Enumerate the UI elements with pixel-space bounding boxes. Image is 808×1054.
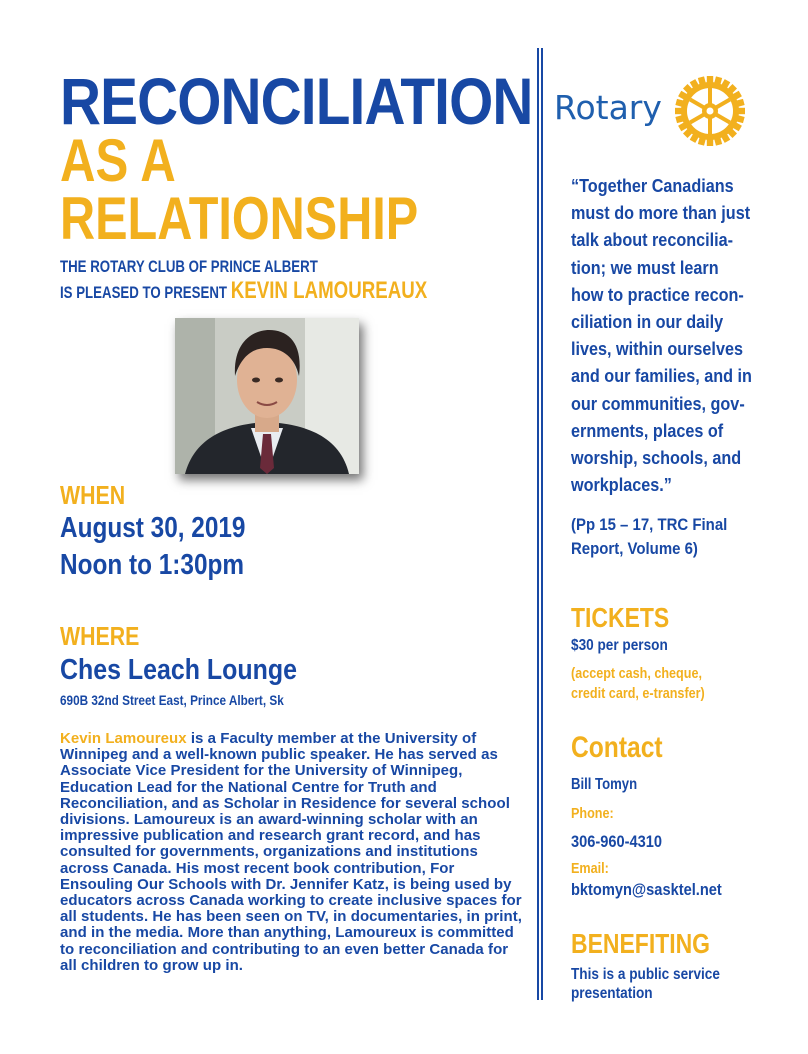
quote-line: how to practice recon-	[571, 284, 744, 305]
quote-line: must do more than just	[571, 203, 751, 224]
quote-line: ernments, places of	[571, 420, 724, 441]
event-time: Noon to 1:30pm	[60, 549, 245, 581]
phone-label: Phone:	[571, 805, 614, 822]
quote-line: “Together Canadians	[571, 176, 734, 196]
quote-line: our communities, gov-	[571, 393, 745, 414]
contact-label: Contact	[571, 731, 663, 764]
benefiting-label: BENEFITING	[571, 928, 711, 959]
rotary-wheel-graphic	[675, 76, 745, 146]
citation-line2: Report, Volume 6)	[571, 539, 698, 558]
speaker-name: KEVIN LAMOUREAUX	[230, 277, 428, 304]
event-venue: Ches Leach Lounge	[60, 654, 297, 686]
event-address: 690B 32nd Street East, Prince Albert, Sk	[60, 692, 284, 708]
presenter-line2	[60, 277, 427, 305]
ticket-price: $30 per person	[571, 637, 668, 654]
payment-note-line1: (accept cash, cheque,	[571, 665, 702, 682]
speaker-portrait-image	[175, 318, 359, 474]
quote-line: and our families, and in	[571, 366, 752, 387]
bio-text: is a Faculty member at the University of Winnipeg and a well-known public speaker. He has served as Associate Vice President for the University of Winnipeg, Education Lead for the National Centre for Truth and Reconciliation, and as Scholar in Residence for several school divisions. Lamoureux is an award-winning scholar with an impressive publication and research grant record, and has consulted for governments, organizations and institutions across Canada. His most recent book contribution, For Ensouling Our Schools with Dr. Jennifer Katz, is being used by educators across Canada working to create inclusive spaces for all students. He has been seen on TV, in documentaries, in print, and in the media. More than anything, Lamoureux is committed to reconciliation and contributing to an even better Canada for all children to grow up in.	[60, 730, 522, 974]
quote-line: worship, schools, and	[571, 448, 742, 469]
payment-note-line2: credit card, e-transfer)	[571, 685, 705, 702]
quote-line: talk about reconcilia-	[571, 230, 734, 251]
when-label: WHEN	[60, 480, 126, 510]
event-title-line3: RELATIONSHIP	[60, 185, 419, 252]
speaker-photo	[175, 318, 359, 474]
email-label: Email:	[571, 860, 609, 877]
quote-line: ciliation in our daily	[571, 312, 724, 333]
presenter-line1: THE ROTARY CLUB OF PRINCE ALBERT	[60, 257, 318, 276]
trc-quote	[571, 173, 783, 499]
event-date: August 30, 2019	[60, 512, 246, 544]
benefiting-line1: This is a public service	[571, 966, 720, 983]
where-label: WHERE	[60, 621, 140, 651]
contact-name: Bill Tomyn	[571, 776, 638, 793]
bio-speaker-name: Kevin Lamoureux	[60, 730, 187, 747]
rotary-wheel-icon	[675, 76, 745, 146]
event-title-line1: RECONCILIATION	[60, 64, 533, 138]
speaker-bio	[60, 731, 522, 974]
quote-line: lives, within ourselves	[571, 339, 743, 360]
benefiting-line2: presentation	[571, 985, 653, 1002]
tickets-label: TICKETS	[571, 602, 670, 633]
citation-line1: (Pp 15 – 17, TRC Final	[571, 515, 728, 534]
phone-number: 306-960-4310	[571, 832, 663, 851]
column-divider	[537, 48, 543, 1000]
event-title-line2: AS A	[60, 127, 176, 194]
quote-citation	[571, 513, 773, 561]
presenter-prefix: IS PLEASED TO PRESENT	[60, 283, 231, 302]
quote-line: workplaces.”	[571, 475, 672, 496]
rotary-wordmark: Rotary	[554, 88, 662, 127]
email-address: bktomyn@sasktel.net	[571, 880, 722, 899]
quote-line: tion; we must learn	[571, 257, 719, 278]
